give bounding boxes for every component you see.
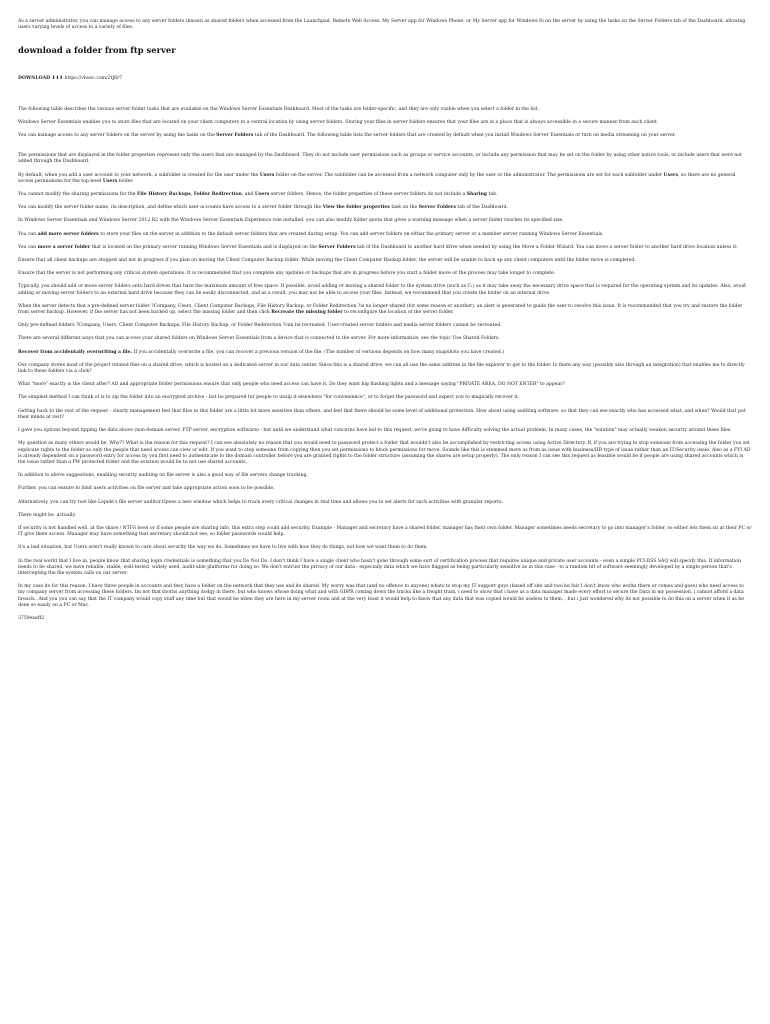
paragraph: You can manage access to any server folders on the server by using the tasks on the Server Folders tab of the Dashboard. The following table lists the server folders that are created by default when you install Windows Server Essentials or turn on media streaming on your server. [18,133,676,139]
paragraph: You can move a server folder that is located on the primary server running Windows Server Essentials and is displayed on the Server Folders tab of the Dashboard to another hard drive when needed by using the Move a Folder Wizard. You can move a server folder to another hard drive location unless it: [18,244,738,250]
paragraph: I gave you options beyond tipping the data above (non-domain server, FTP server, encryption software) - but until we understand what concerns have led to this request, we're going to have difficulty solving the actual problem. In many cases, the "solution" may actually weaken security around these files. [18,428,732,434]
download-line [18,76,752,82]
intro-paragraph: As a server administrator, you can manage access to any server folders (known as shared folders when accessed from the Launchpad, Remote Web Access, My Server app for Windows Phone, or My Server app for Windows 8) on the server by using the tasks on the Server Folders tab of the Dashboard, allowing users varying levels of access to a variety of files. [18,19,746,31]
paragraph: In my case its for this reason. I have three people in accounts and they have a folder on the network that they use and its shared. My worry was that (and no offence to anyone) whats to stop my IT support guys (based off site and two be fair I don't know who works there or comes and goes) who need access to my company server from accessing these folders. Im not that thorns anything dodgy in there, but who knows whose doing what and with GDPR coming down the tracks like a freight train, i need to show that i have as a data manager made every effort to secure the Data in my possession, i cannot afford a data breach.. And you you can say that the IT company would copy stuff any time but that would be when they are here in my server room and at the very least it would help to know that any data that was copied would be useless to them. , but i just wondered why its not possible to do this on a server when it as be done so easily on a PC or Mac. [18,584,744,608]
paragraph: Typically, you should add or move server folders onto hard drives that have the maximum amount of free space. If possible, avoid adding or moving a shared folder to the system drive (such as C:) as it may take away the necessary drive space that is required for the operating system and its updates. Also, avoid adding or moving server folders to an external hard drive because they can be easily disconnected, and as a result, you may not be able to access your files. Instead, we recommend that you create the folder on an internal drive. [18,284,746,296]
paragraph: Only pre-defined folders ?Company, Users, Client Computer Backups, File History Backup, or Folder Redirection ?can be recreated. User-created server folders and media server folders cannot be recreated. [18,323,502,329]
download-label: DOWNLOAD [18,76,51,82]
paragraph: What "more" exactly is the client after? AD and appropriate folder permissions ensure that only people who need access can have it. Do they want big flashing lights and a message saying "PRIVATE AREA, DO NOT ENTER" to appear? [18,382,565,388]
paragraph: In addition to above suggestions, enabling security auditing on file server is also a good way of file servers change tracking. [18,473,308,479]
paragraph: Getting back to the root of the request - clearly management feel that files in this folder are a little bit more sensitive than others, and feel that there should be some level of additional protection. How about using auditing software, so that they can see exactly who has accessed what, and when? Would that put their minds at rest? [18,408,746,420]
paragraph: Ensure that the server is not performing any critical system operations. It is recommended that you complete any updates or backups that are in progress before you start a folder move or the process may take longer to complete. [18,271,556,277]
paragraph: The following table describes the various server folder tasks that are available on the Windows Server Essentials Dashboard. Most of the tasks are folder-specific, and they are only visible when you select a folder in the list. [18,106,539,112]
paragraph: Further, you can ensure to limit users activities on file server and take appropriate action soon to be possible. [18,486,275,492]
article-body [18,107,752,609]
paragraph: If security is not handled well, at the share / NTFS level or if some people are sharing info, this extra step could add security. Example - Manager and secretary have a shared folder, manager has their own folder. Manager sometimes needs secretary to go into manager's folder, so either lets them sit at their PC or IT give them access. Manager may have something that secretary should not see, so folder passwords would help. [18,525,752,538]
paragraph: You can modify the server folder name, its description, and define which user accounts have access to a server folder through the View the folder properties task on the Server Folders tab of the Dashboard. [18,205,509,211]
paragraph: In Windows Server Essentials and Windows Server 2012 R2 with the Windows Server Essentials Experience role installed, you can also modify folder quota that gives a warning message when a server folder reaches its specified size. [18,218,564,224]
download-link[interactable]: https://vbooc.com/2tJ6r7 [64,76,123,82]
paragraph: My question as many others would be, Why?? What is the reason for this request? I can see absolutely no reason that you would need to password protect a folder that wouldn't also be accomplished by restricting access using Active Directory. If, if you are trying to stop someone from accessing the folder you set explicate rights to the folder so only the people that need access can view or edit. If you want to stop someone from copying then you set permissions to block permissions for move. Sounds like this is stemmed more as from as issue with business/HR type of issue rather than an IT/Security issue. Also as a FYI AD is already dependent on a password entry for access by you first need to authenticate to the domain controller before you are granted rights to the folder structure (assuming the shares are setup properly). The only reason I can see this request as feasible would be if people are using shared accounts which is the issue rather than a PW protected folder and the solution would be to not use shared accounts. [18,441,751,465]
paragraph: Alternatively, you can try tool like Lepide's file server auditor.Opens a new window which helps to track every critical changes in real time and allows you to set alerts for such activities with granular reports. [18,499,503,505]
paragraph: Recover from accidentally overwriting a file. If you accidentally overwrite a file, you can recover a previous version of the file. (The number of versions depends on how many snapshots you have created.) [18,349,505,355]
paragraph: You can add more server folders to store your files on the server in addition to the default server folders that are created during setup. You can add server folders on either the primary server or a member server running Windows Server Essentials. [18,231,604,237]
paragraph: Windows Server Essentials enables you to store files that are located on your client computers to a central location by using server folders. Storing your files in server folders ensures that your files are in a place that is always accessible in a secure manner from each client. [18,119,659,125]
page-title: download a folder from ftp server [18,45,176,56]
paragraph: There might be, actually. [18,512,76,518]
paragraph: By default, when you add a user account to your network, a subfolder is created for the user under the Users folder on the server. The subfolder can be accessed from a network computer only by the user or the administrator. The permissions are set for each subfolder under Users, so there are no general access permissions for the top-level Users folder. [18,172,736,184]
paragraph: The simplest method I can think of is to zip the folder into an encrypted archive - but be prepared for people to unzip it elsewhere "for convenience", or to forget the password and expect you to magically recover it. [18,395,520,401]
paragraph: Ensure that all client backups are stopped and not in progress if you plan on moving the Client Computer Backup folder. While moving the Client Computer Backup folder, the server will be unable to back up any client computers until the folder move is completed. [18,258,636,264]
paragraph: You cannot modify the sharing permissions for the File History Backups, Folder Redirection, and Users server folders. Hence, the folder properties of these server folders do not include a Sharing tab. [18,192,498,198]
paragraph: When the server detects that a pre-defined server folder ?Company, Users, Client Computer Backups, File History Backup, or Folder Redirection ?is no longer shared (for some reason or another), an alert is generated to guide the user to resolve this issue. It is recommended that you try and restore the folder from server backup. However, if the server has not been backed up, select the missing folder and then click Recreate the missing folder to reconfigure the location of the server folder. [18,303,743,316]
paragraph: The permissions that are displayed in the folder properties represent only the users that are managed by the Dashboard. They do not include user permissions such as groups or service accounts, or include any permission that may be set on the folder by using other native tools, or include users that were not added through the Dashboard. [18,153,742,165]
paragraph: There are several different ways that you can access your shared folders on Windows Server Essentials from a device that is connected to the server. For more information, see the topic Use Shared Folders. [18,336,500,342]
footer-code: 3759eaeff2 [18,615,45,621]
paragraph: In the real world that I live in, people know that sharing login credentials is something that you Do Not Do. I don't think I have a single client who hasn't gone through some sort of certification process that requires unique and private user accounts - even a simple PCI-DSS SAQ will specify this. If information needs to be shared, we have reliable, stable, well-tested, widely used, audit-able platforms for doing so. We don't entrust the privacy of our data - especially data which we have flagged as being particularly sensitive as in this case - to a random bit of software seemingly developed by a single person that's intercepting the file-system calls on our server. [18,558,741,576]
paragraph: Our company stores most of the project related files on a shared drive, which is hosted on a dedicated server in our data center. Since this is a shared drive, we can all use the same address in the file explorer to get to the folder. Is there any way (possibly also through an integration) that enables me to directly link to these folders via a click? [18,362,745,375]
paragraph: It's a bad situation, but Users aren't really known to care about security the way we do. Sometimes we have to live with how they do things, not how we want them to do them. [18,545,428,551]
download-arrows-icon: ⬇⬇⬇ [51,76,64,82]
